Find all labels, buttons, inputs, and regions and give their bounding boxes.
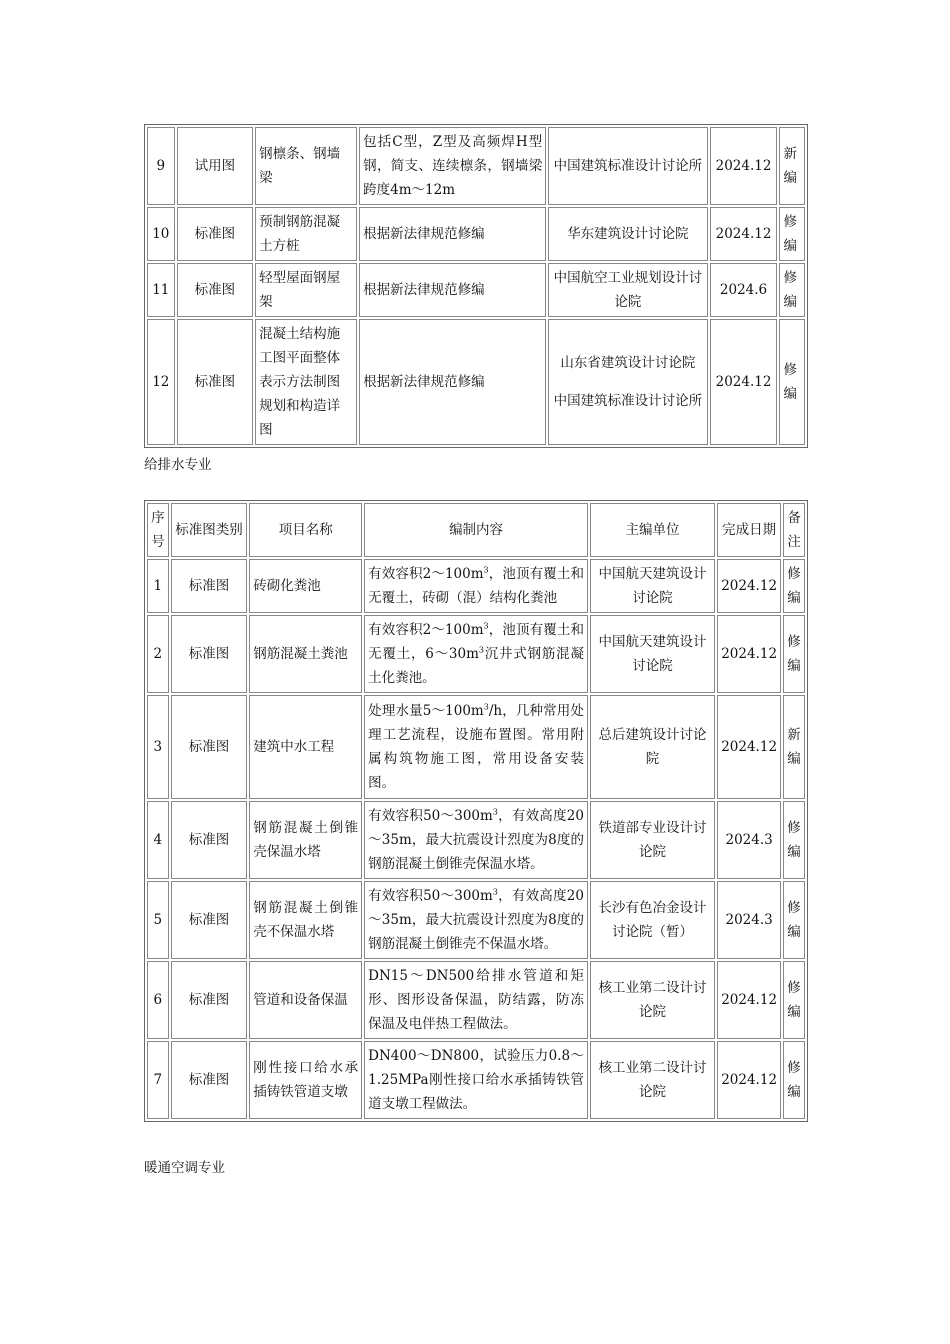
row-editor-unit: 中国航空工业规划设计讨论院: [548, 263, 707, 317]
row-date: 2024.3: [717, 881, 781, 959]
table-row: [147, 263, 805, 317]
row-note: 修编: [783, 801, 805, 879]
row-category: 标准图: [171, 1041, 248, 1119]
content-part: ，池顶有覆土和无覆土，6～30m: [368, 622, 584, 662]
section-heading-hvac: 暖通空调专业: [144, 1160, 225, 1176]
row-content: [364, 559, 588, 613]
table-row: [147, 695, 805, 799]
table-row: [147, 207, 805, 261]
row-category: 标准图: [171, 801, 248, 879]
row-project-name: 钢檩条、钢墙梁: [255, 127, 357, 205]
row-editor-unit: 中国航天建筑设计讨论院: [590, 615, 715, 693]
row-content: 包括C型，Z型及高频焊H型钢，简支、连续檩条，钢墙梁跨度4m～12m: [359, 127, 546, 205]
content-part: 有效容积2～100m: [368, 566, 484, 582]
row-note: 修编: [783, 559, 805, 613]
row-editor-unit: 核工业第二设计讨论院: [590, 961, 715, 1039]
header-editor-unit: 主编单位: [590, 503, 715, 557]
table-row: [147, 319, 805, 445]
row-category: 标准图: [171, 615, 248, 693]
content-part: ，有效高度20～35m，最大抗震设计烈度为8度的钢筋混凝土倒锥壳保温水塔。: [368, 808, 584, 872]
row-editor-unit: 长沙有色冶金设计讨论院（暂）: [590, 881, 715, 959]
row-category: 标准图: [177, 207, 254, 261]
content-part: 沉井式钢筋混凝土化粪池。: [368, 646, 584, 686]
row-date: 2024.12: [717, 615, 781, 693]
header-number: 序号: [147, 503, 169, 557]
row-date: 2024.12: [717, 961, 781, 1039]
row-category: 标准图: [171, 961, 248, 1039]
row-date: 2024.12: [710, 207, 778, 261]
row-note: 修编: [783, 1041, 805, 1119]
row-date: 2024.3: [717, 801, 781, 879]
row-number: 6: [147, 961, 169, 1039]
row-note: 修编: [783, 615, 805, 693]
row-project-name: 钢筋混凝土粪池: [249, 615, 362, 693]
content-part: 有效容积50～300m: [368, 808, 493, 824]
row-editor-unit: 铁道部专业设计讨论院: [590, 801, 715, 879]
row-content: 根据新法律规范修编: [359, 319, 546, 445]
row-date: 2024.6: [710, 263, 778, 317]
row-date: 2024.12: [717, 1041, 781, 1119]
row-note: 修编: [779, 207, 805, 261]
row-number: 9: [147, 127, 175, 205]
row-note: 修编: [783, 961, 805, 1039]
water-supply-standards-table: [144, 500, 808, 1122]
row-category: 标准图: [171, 559, 248, 613]
content-part: 处理水量5～100m: [368, 703, 484, 719]
header-category: 标准图类别: [171, 503, 248, 557]
row-category: 标准图: [171, 695, 248, 799]
row-number: 10: [147, 207, 175, 261]
row-editor-unit: 总后建筑设计讨论院: [590, 695, 715, 799]
row-date: 2024.12: [710, 319, 778, 445]
header-project-name: 项目名称: [249, 503, 362, 557]
structural-standards-table: [144, 124, 808, 448]
row-project-name: 钢筋混凝土倒锥壳保温水塔: [249, 801, 362, 879]
row-content: 根据新法律规范修编: [359, 263, 546, 317]
superscript: 3: [483, 621, 489, 631]
row-note: 修编: [779, 263, 805, 317]
superscript: 3: [492, 807, 498, 817]
row-project-name: 钢筋混凝土倒锥壳不保温水塔: [249, 881, 362, 959]
table-row: [147, 1041, 805, 1119]
table-row: [147, 801, 805, 879]
row-project-name: 建筑中水工程: [249, 695, 362, 799]
row-number: 4: [147, 801, 169, 879]
row-note: 新编: [783, 695, 805, 799]
header-content: 编制内容: [364, 503, 588, 557]
row-date: 2024.12: [717, 695, 781, 799]
section-heading-water: 给排水专业: [144, 457, 212, 473]
superscript: 3: [483, 702, 489, 712]
row-project-name: 预制钢筋混凝土方桩: [255, 207, 357, 261]
row-editor-unit: 核工业第二设计讨论院: [590, 1041, 715, 1119]
content-part: 有效容积2～100m: [368, 622, 484, 638]
table-row: [147, 559, 805, 613]
row-content: DN400～DN800，试验压力0.8～1.25MPa刚性接口给水承插铸铁管道支墩工程做法。: [364, 1041, 588, 1119]
table-header-row: [147, 503, 805, 557]
row-number: 11: [147, 263, 175, 317]
row-project-name: 刚性接口给水承插铸铁管道支墩: [249, 1041, 362, 1119]
row-number: 7: [147, 1041, 169, 1119]
header-note: 备注: [783, 503, 805, 557]
row-content: [364, 615, 588, 693]
row-category: 试用图: [177, 127, 254, 205]
row-number: 2: [147, 615, 169, 693]
table-row: [147, 881, 805, 959]
row-project-name: 管道和设备保温: [249, 961, 362, 1039]
editor-unit-secondary: 中国建筑标准设计讨论所: [553, 393, 703, 409]
row-project-name: 砖砌化粪池: [249, 559, 362, 613]
row-editor-unit: [548, 319, 707, 445]
row-editor-unit: 中国建筑标准设计讨论所: [548, 127, 707, 205]
row-project-name: 轻型屋面钢屋架: [255, 263, 357, 317]
row-note: 修编: [783, 881, 805, 959]
row-category: 标准图: [177, 319, 254, 445]
row-content: 根据新法律规范修编: [359, 207, 546, 261]
table-row: [147, 961, 805, 1039]
row-note: 新编: [779, 127, 805, 205]
table-row: [147, 615, 805, 693]
row-editor-unit: 华东建筑设计讨论院: [548, 207, 707, 261]
row-note: 修编: [779, 319, 805, 445]
row-content: [364, 881, 588, 959]
content-part: ，池顶有覆土和无覆土，砖砌（混）结构化粪池: [368, 566, 584, 606]
editor-unit-primary: 山东省建筑设计讨论院: [560, 355, 696, 371]
row-content: DN15～DN500给排水管道和矩形、图形设备保温，防结露，防冻保温及电伴热工程做法。: [364, 961, 588, 1039]
superscript: 3: [492, 887, 498, 897]
table-row: [147, 127, 805, 205]
row-content: [364, 801, 588, 879]
row-number: 12: [147, 319, 175, 445]
content-part: /h，几种常用处理工艺流程，设施布置图。常用附属构筑物施工图，常用设备安装图。: [368, 703, 584, 791]
header-date: 完成日期: [717, 503, 781, 557]
row-project-name: 混凝土结构施工图平面整体表示方法制图规划和构造详图: [255, 319, 357, 445]
superscript: 3: [483, 565, 489, 575]
row-date: 2024.12: [717, 559, 781, 613]
content-part: 有效容积50～300m: [368, 888, 493, 904]
row-number: 1: [147, 559, 169, 613]
row-number: 5: [147, 881, 169, 959]
superscript: 3: [478, 645, 484, 655]
row-category: 标准图: [177, 263, 254, 317]
row-number: 3: [147, 695, 169, 799]
row-content: [364, 695, 588, 799]
row-editor-unit: 中国航天建筑设计讨论院: [590, 559, 715, 613]
row-category: 标准图: [171, 881, 248, 959]
row-date: 2024.12: [710, 127, 778, 205]
content-part: ，有效高度20～35m，最大抗震设计烈度为8度的钢筋混凝土倒锥壳不保温水塔。: [368, 888, 584, 952]
